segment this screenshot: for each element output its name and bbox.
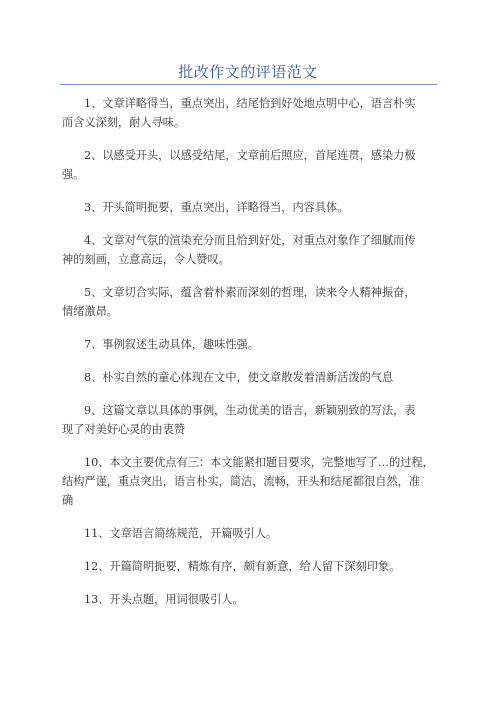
comment-paragraph: 3、开头简明扼要，重点突出，详略得当，内容具体。 (84, 201, 349, 214)
comment-paragraph: 7、事例叙述生动具体，趣味性强。 (84, 338, 259, 351)
comment-paragraph: 4、文章对气氛的渲染充分而且恰到好处，对重点对象作了细腻而传 神的刻画，立意高远，令人赞叹。 (62, 234, 416, 266)
comment-paragraph: 9、这篇文章以具体的事例，生动优美的语言，新颖别致的写法，表 现了对美好心灵的由衷赞 (62, 404, 416, 436)
comment-paragraph: 1、文章详略得当，重点突出，结尾恰到好处地点明中心，语言朴实 而含义深刻，耐人寻味。 (62, 97, 416, 129)
comment-paragraph: 10、本文主要优点有三：本文能紧扣题目要求，完整地写了…的过程， 结构严谨，重点突出，语言朴实，简洁，流畅，开头和结尾都很自然，准 确 (62, 456, 434, 507)
comment-paragraph: 5、文章切合实际，蕴含着朴素而深刻的哲理，读来令人精神振奋， 情绪激昂。 (62, 286, 416, 318)
comment-paragraph: 2、以感受开头，以感受结尾，文章前后照应，首尾连贯，感染力极 强。 (62, 149, 416, 181)
document-body (62, 94, 442, 623)
comment-paragraph: 8、朴实自然的童心体现在文中，使文章散发着清新活泼的气息 (84, 371, 394, 384)
comment-paragraph: 13、开头点题，用词很吸引人。 (84, 593, 244, 606)
document-title: 批改作文的评语范文 (178, 63, 318, 81)
comment-paragraph: 11、文章语言简练规范，开篇吸引人。 (84, 527, 278, 540)
title-divider (60, 84, 437, 85)
comment-paragraph: 12、开篇简明扼要，精炼有序，颇有新意，给人留下深刻印象。 (84, 560, 401, 573)
